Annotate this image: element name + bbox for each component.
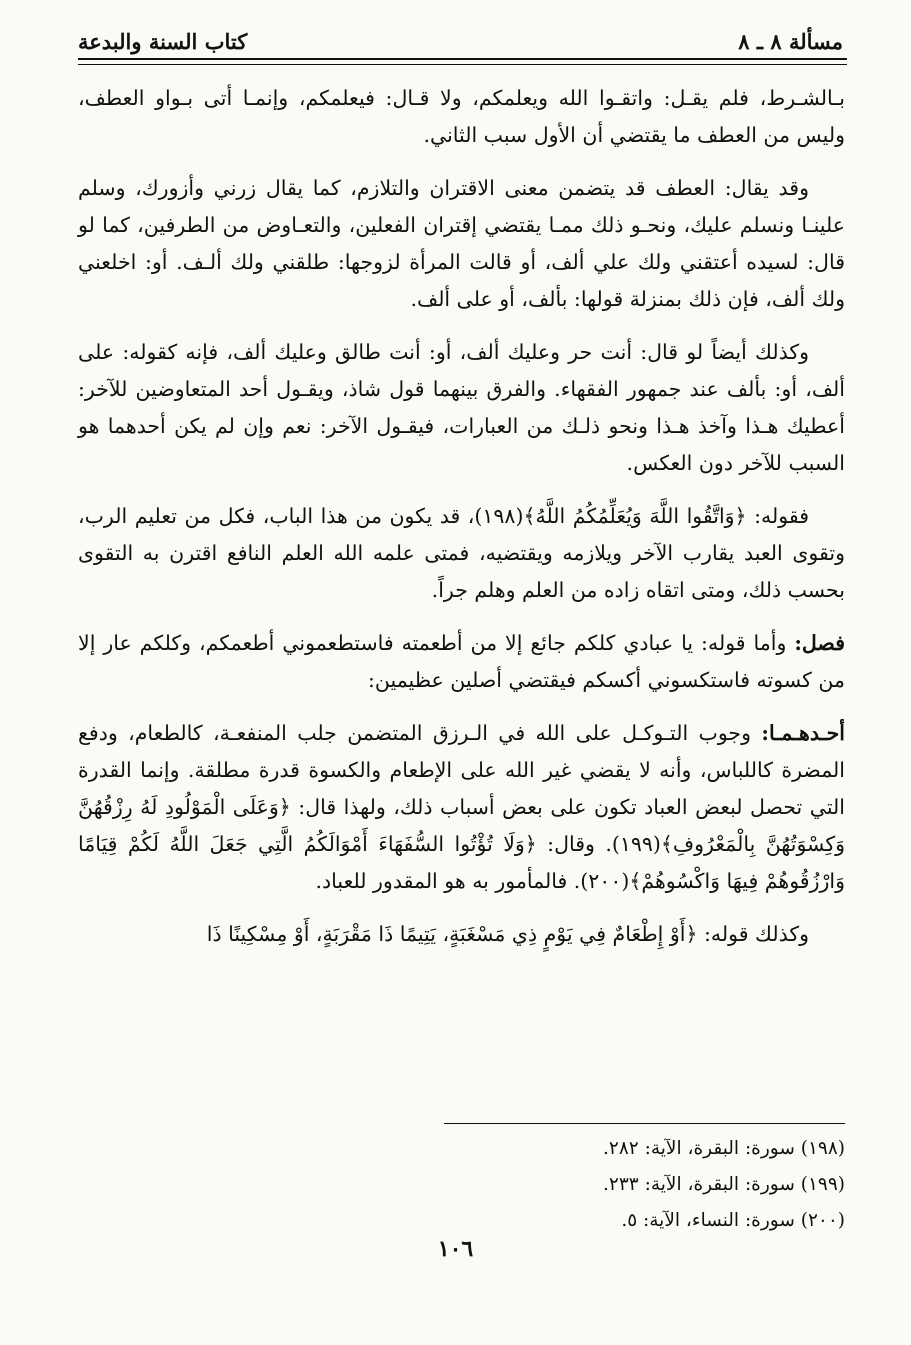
paragraph-first-principle: أحـدهـمـا: وجوب التـوكـل على الله في الـرزق المتضمن جلب المنفعـة، كالطعام، ودفع المضرة كاللباس، وأنه لا يقضي غير الله على الإطعام والكسوة قدرة مطلقة. وإنما القدرة التي تحصل لبعض العباد تكون على بعض أسباب ذلك، ولهذا قال: ﴿وَعَلَى الْمَوْلُودِ لَهُ رِزْقُهُنَّ وَكِسْوَتُهُنَّ بِالْمَعْرُوفِ﴾(١٩٩). وقال: ﴿وَلَا تُؤْتُوا السُّفَهَاءَ أَمْوَالَكُمُ الَّتِي جَعَلَ اللَّهُ لَكُمْ قِيَامًا وَارْزُقُوهُمْ فِيهَا وَاكْسُوهُمْ﴾(٢٠٠). فالمأمور به هو المقدور للعباد. — [78, 721, 845, 893]
principle-heading: أحـدهـمـا: — [761, 721, 845, 745]
page-header — [78, 14, 843, 54]
footnote: (١٩٨) سورة: البقرة، الآية: ٢٨٢. — [603, 1138, 845, 1159]
section-heading: فصل: — [794, 631, 845, 655]
paragraph: وقد يقال: العطف قد يتضمن معنى الاقتران والتلازم، كما يقال زرني وأزورك، وسلم علينـا ونسلم عليك، ونحـو ذلك ممـا يقتضي إقتران الفعلين، والتعـاوض من الطرفين، كما لو قال: لسيده أعتقني ولك علي ألف، أو قالت المرأة لزوجها: طلقني ولك ألـف. أو: اخلعني ولك ألف، فإن ذلك بمنزلة قولها: بألف، أو على ألف. — [78, 176, 845, 311]
page-number: ١٠٦ — [437, 1236, 474, 1262]
footnotes — [78, 1131, 845, 1239]
footnote-separator — [444, 1123, 845, 1124]
paragraph: بـالشـرط، فلم يقـل: واتقـوا الله ويعلمكم، ولا قـال: فيعلمكم، وإنمـا أتى بـواو العطف، وليس من العطف ما يقتضي أن الأول سبب الثاني. — [78, 86, 845, 147]
main-text — [78, 80, 845, 969]
footnote: (٢٠٠) سورة: النساء، الآية: ٥. — [621, 1210, 845, 1231]
book-title: كتاب السنة والبدعة — [78, 29, 248, 54]
footnote: (١٩٩) سورة: البقرة، الآية: ٢٣٣. — [603, 1174, 845, 1195]
paragraph-fasl: فصل: وأما قوله: يا عبادي كلكم جائع إلا من أطعمته فاستطعموني أطعمكم، وكلكم عار إلا من كسوته فاستكسوني أكسكم فيقتضي أصلين عظيمين: — [78, 631, 845, 692]
paragraph: وكذلك قوله: ﴿أَوْ إِطْعَامٌ فِي يَوْمٍ ذِي مَسْغَبَةٍ، يَتِيمًا ذَا مَقْرَبَةٍ، أَوْ مِسْكِينًا ذَا — [206, 922, 809, 946]
paragraph: فقوله: ﴿وَاتَّقُوا اللَّهَ وَيُعَلِّمُكُمُ اللَّهُ﴾(١٩٨)، قد يكون من هذا الباب، فكل من تعليم الرب، وتقوى العبد يقارب الآخر ويلازمه ويقتضيه، فمتى علمه الله العلم النافع اقترن به التقوى بحسب ذلك، ومتى اتقاه زاده من العلم وهلم جراً. — [78, 504, 845, 602]
header-rule-thin — [78, 64, 847, 65]
paragraph: وكذلك أيضاً لو قال: أنت حر وعليك ألف، أو: أنت طالق وعليك ألف، فإنه كقوله: على ألف، أو: بألف عند جمهور الفقهاء. والفرق بينهما قول شاذ، ويقـول أحد المتعاوضين للآخر: أعطيك هـذا وآخذ هـذا ونحو ذلـك من العبارات، فيقـول الآخر: نعم وإن لم يكن أحدهما هو السبب للآخر دون العكس. — [78, 340, 845, 475]
issue-label: مسألة ٨ ـ ٨ — [738, 29, 843, 54]
header-rule — [78, 58, 847, 60]
